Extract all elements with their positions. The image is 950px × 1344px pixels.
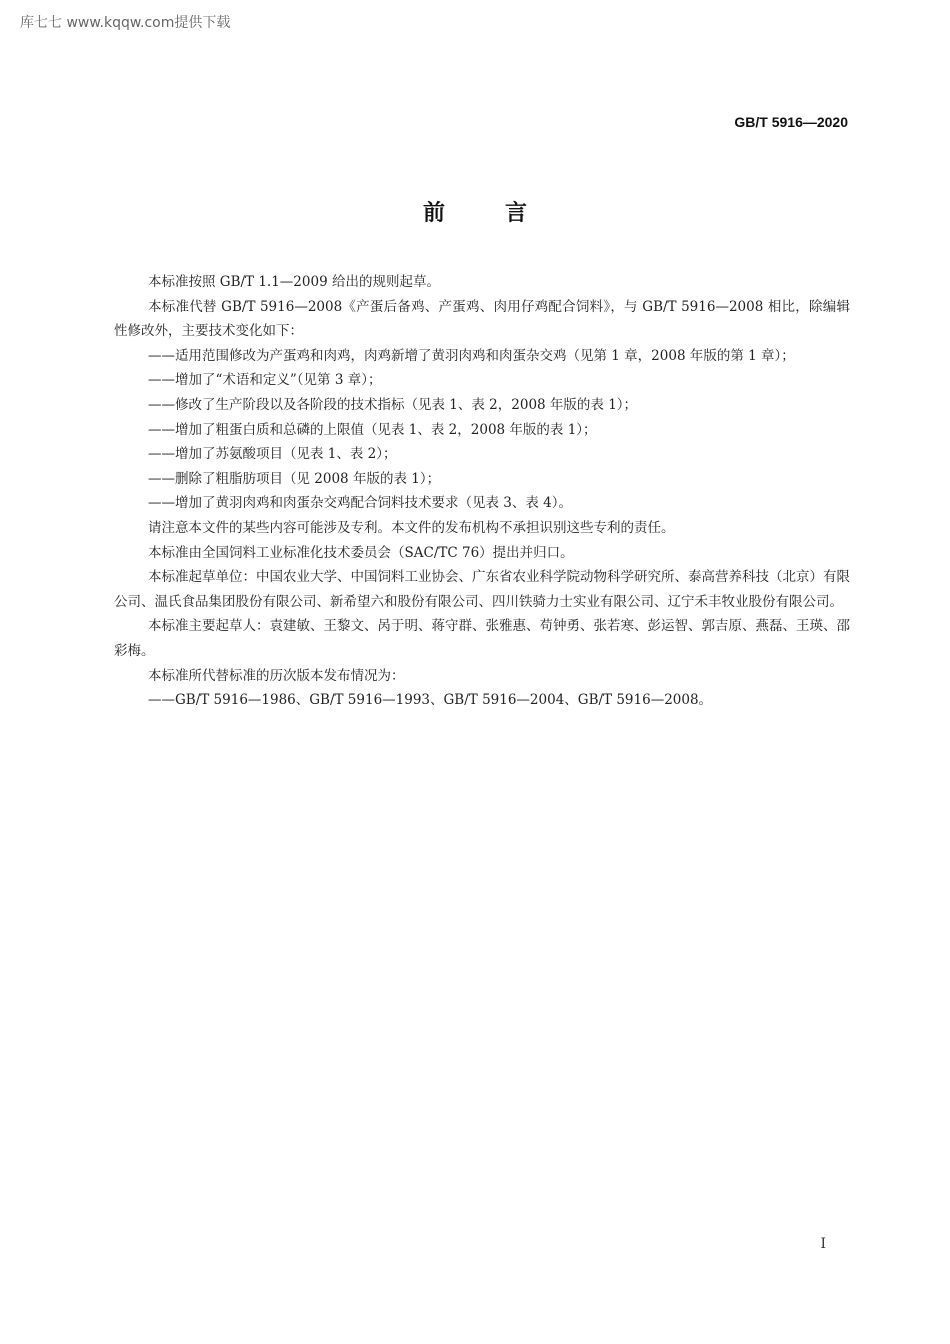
paragraph-drafting-units: 本标准起草单位：中国农业大学、中国饲料工业协会、广东省农业科学院动物科学研究所、泰高营养科技（北京）有限公司、温氏食品集团股份有限公司、新希望六和股份有限公司、四川铁骑力士实业有限公司、辽宁禾丰牧业股份有限公司。	[114, 569, 850, 610]
paragraph-replaces: 本标准代替 GB/T 5916—2008《产蛋后备鸡、产蛋鸡、肉用仔鸡配合饲料》，与 GB/T 5916—2008 相比，除编辑性修改外，主要技术变化如下：	[114, 298, 850, 340]
standard-code: GB/T 5916—2020	[734, 114, 848, 130]
paragraph-drafting-rules: 本标准按照 GB/T 1.1—2009 给出的规则起草。	[148, 274, 440, 290]
change-item: ——增加了黄羽肉鸡和肉蛋杂交鸡配合饲料技术要求（见表 3、表 4）。	[148, 495, 573, 512]
change-item: ——删除了粗脂肪项目（见 2008 年版的表 1）；	[148, 470, 441, 487]
paragraph-history-list: ——GB/T 5916—1986、GB/T 5916—1993、GB/T 5916—2004、GB/T 5916—2008。	[148, 692, 713, 709]
change-item: ——增加了“术语和定义”（见第 3 章）；	[148, 372, 382, 389]
paragraph-drafters: 本标准主要起草人：袁建敏、王黎文、呙于明、蒋守群、张雅惠、苟钟勇、张若寒、彭运智、郭吉原、燕磊、王瑛、邵彩梅。	[114, 618, 850, 659]
watermark-text: 库七七 www.kqqw.com提供下载	[20, 15, 231, 31]
document-body	[114, 270, 850, 713]
change-item: ——适用范围修改为产蛋鸡和肉鸡，肉鸡新增了黄羽肉鸡和肉蛋杂交鸡（见第 1 章，2008 年版的第 1 章）；	[148, 347, 795, 364]
paragraph-history-intro: 本标准所代替标准的历次版本发布情况为：	[148, 667, 405, 684]
page-number: I	[820, 1236, 826, 1252]
paragraph-proposer: 本标准由全国饲料工业标准化技术委员会（SAC/TC 76）提出并归口。	[148, 544, 574, 561]
change-item: ——增加了苏氨酸项目（见表 1、表 2）；	[148, 446, 397, 463]
change-item: ——增加了粗蛋白质和总磷的上限值（见表 1、表 2，2008 年版的表 1）；	[148, 421, 597, 438]
page-title: 前言	[422, 201, 587, 226]
paragraph-patent-notice: 请注意本文件的某些内容可能涉及专利。本文件的发布机构不承担识别这些专利的责任。	[148, 519, 675, 536]
change-item: ——修改了生产阶段以及各阶段的技术指标（见表 1、表 2，2008 年版的表 1）；	[148, 396, 638, 413]
